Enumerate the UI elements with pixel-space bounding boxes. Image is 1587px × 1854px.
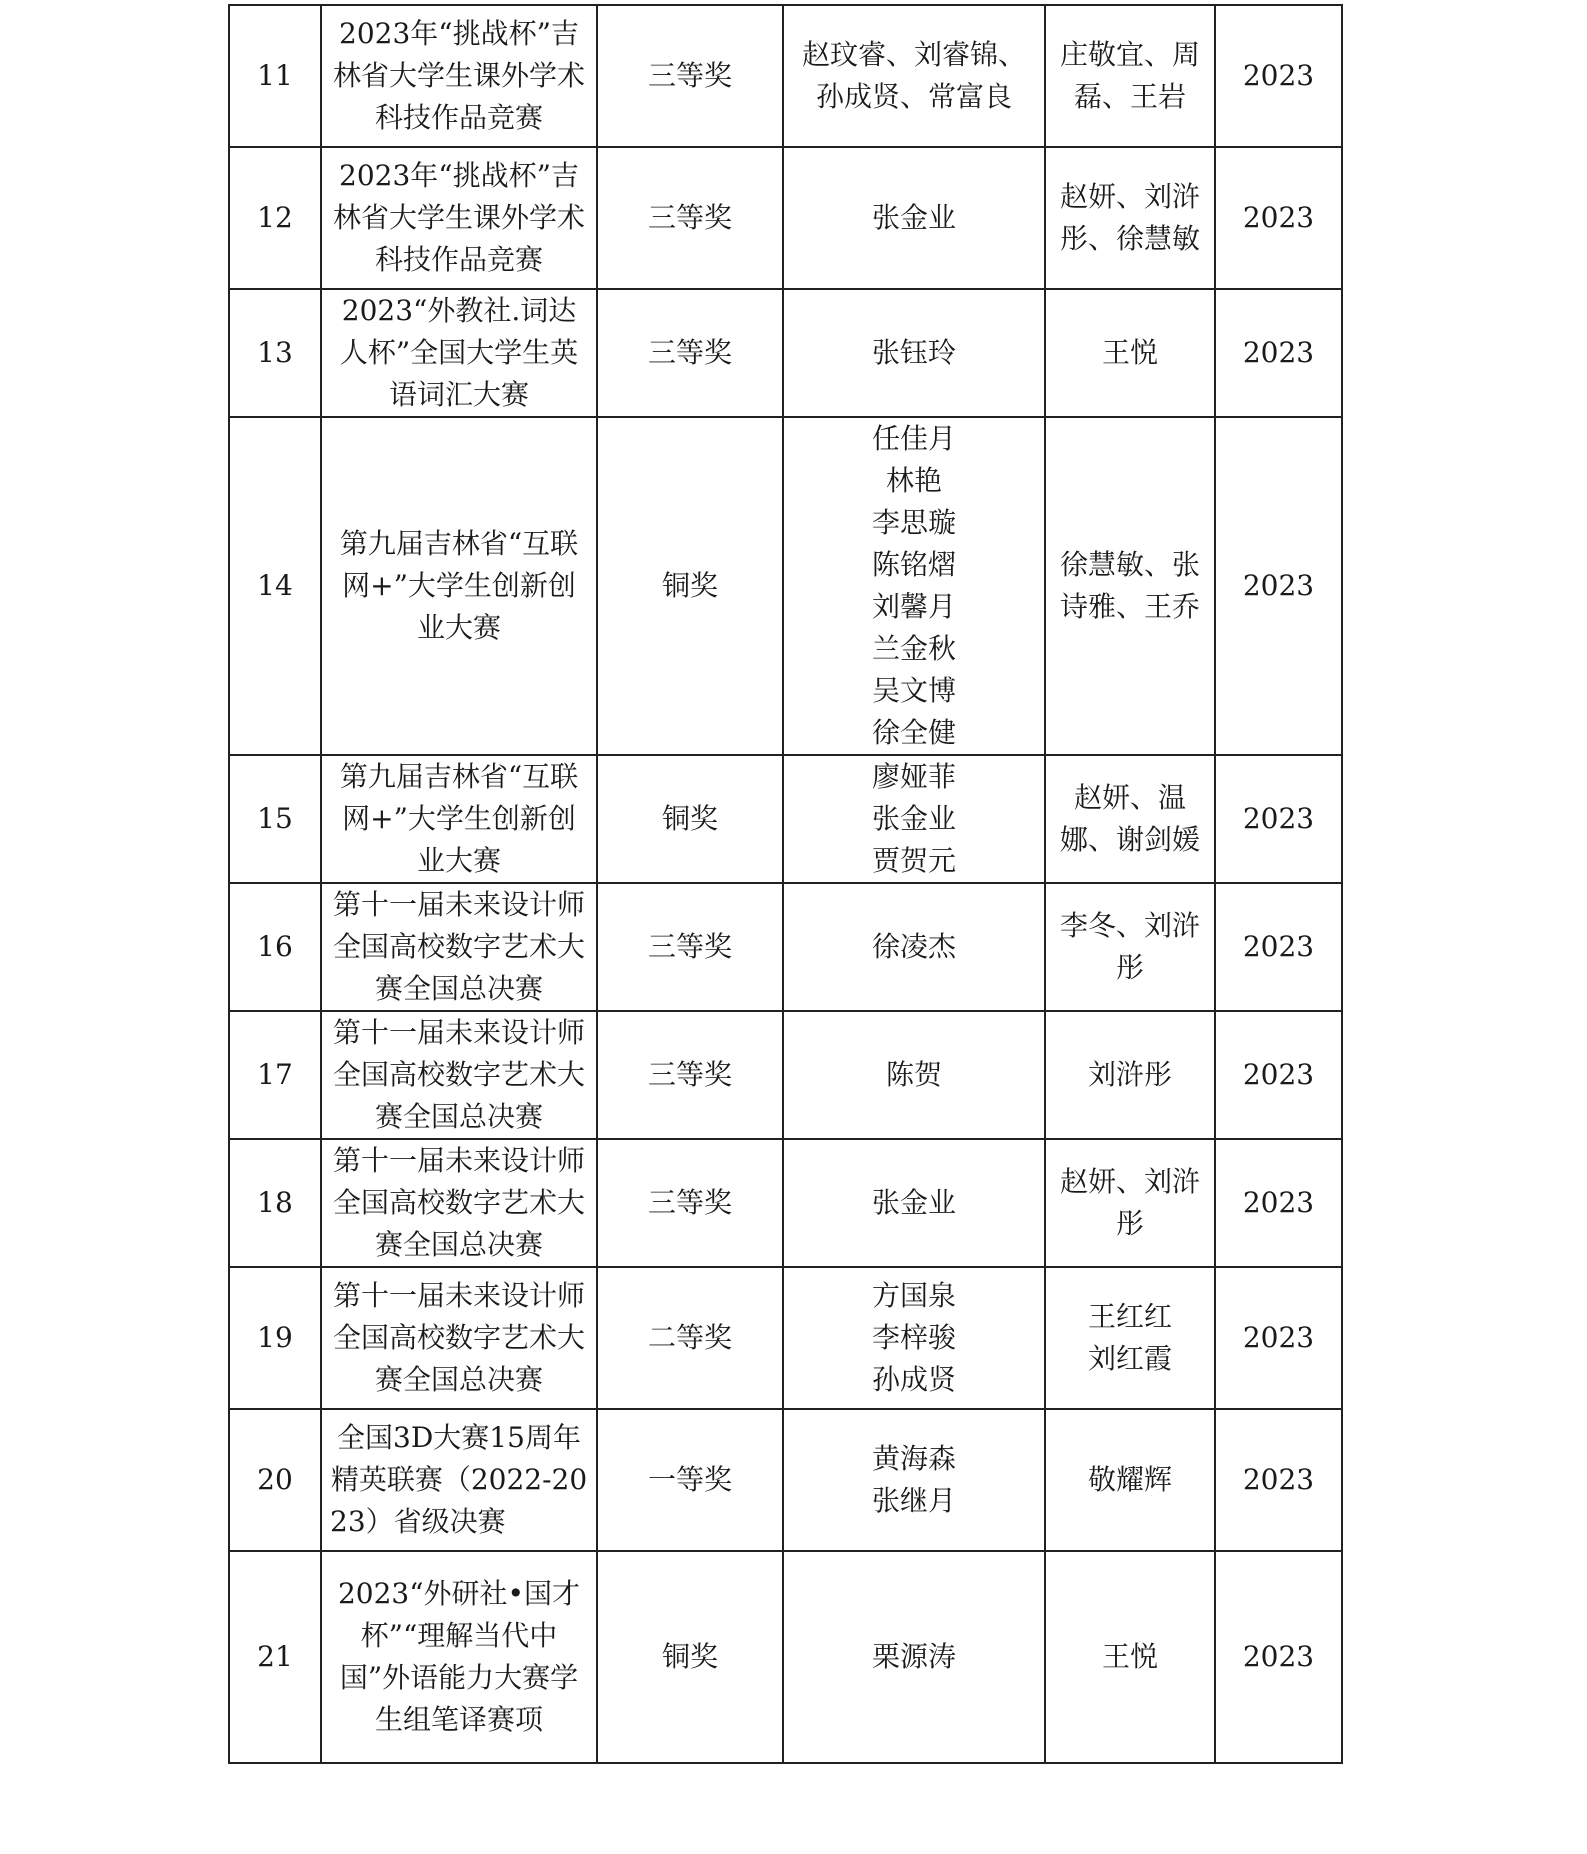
- cell-competition: 2023年“挑战杯”吉林省大学生课外学术科技作品竞赛: [321, 147, 597, 289]
- cell-teachers: 赵妍、温娜、谢剑媛: [1045, 755, 1215, 883]
- cell-students: 栗源涛: [783, 1551, 1045, 1763]
- cell-competition: 2023年“挑战杯”吉林省大学生课外学术科技作品竞赛: [321, 5, 597, 147]
- cell-no: 20: [229, 1409, 321, 1551]
- cell-award: 三等奖: [597, 1011, 783, 1139]
- cell-teachers: 徐慧敏、张诗雅、王乔: [1045, 417, 1215, 755]
- cell-no: 19: [229, 1267, 321, 1409]
- cell-competition: 第十一届未来设计师全国高校数字艺术大赛全国总决赛: [321, 1011, 597, 1139]
- cell-teachers: 王红红 刘红霞: [1045, 1267, 1215, 1409]
- cell-competition: 全国3D大赛15周年精英联赛（2022-2023）省级决赛: [321, 1409, 597, 1551]
- cell-year: 2023: [1215, 1409, 1342, 1551]
- cell-students: 廖娅菲 张金业 贾贺元: [783, 755, 1045, 883]
- cell-award: 三等奖: [597, 883, 783, 1011]
- cell-award: 三等奖: [597, 1139, 783, 1267]
- table-row: [229, 289, 1342, 417]
- table-row: [229, 1011, 1342, 1139]
- cell-award: 铜奖: [597, 755, 783, 883]
- cell-year: 2023: [1215, 1551, 1342, 1763]
- cell-no: 16: [229, 883, 321, 1011]
- cell-no: 15: [229, 755, 321, 883]
- cell-no: 17: [229, 1011, 321, 1139]
- cell-year: 2023: [1215, 289, 1342, 417]
- cell-students: 徐凌杰: [783, 883, 1045, 1011]
- cell-year: 2023: [1215, 417, 1342, 755]
- table-row: [229, 1139, 1342, 1267]
- cell-teachers: 李冬、刘浒彤: [1045, 883, 1215, 1011]
- cell-award: 三等奖: [597, 5, 783, 147]
- cell-year: 2023: [1215, 5, 1342, 147]
- cell-no: 11: [229, 5, 321, 147]
- cell-competition: 第九届吉林省“互联网+”大学生创新创业大赛: [321, 755, 597, 883]
- cell-students: 赵玟睿、刘睿锦、孙成贤、常富良: [783, 5, 1045, 147]
- cell-year: 2023: [1215, 755, 1342, 883]
- table-row: [229, 5, 1342, 147]
- cell-award: 三等奖: [597, 289, 783, 417]
- cell-teachers: 赵妍、刘浒彤、徐慧敏: [1045, 147, 1215, 289]
- cell-teachers: 王悦: [1045, 289, 1215, 417]
- cell-award: 铜奖: [597, 1551, 783, 1763]
- cell-students: 黄海森 张继月: [783, 1409, 1045, 1551]
- cell-teachers: 王悦: [1045, 1551, 1215, 1763]
- cell-students: 任佳月 林艳 李思璇 陈铭熠 刘馨月 兰金秋 吴文博 徐全健: [783, 417, 1045, 755]
- cell-students: 张金业: [783, 1139, 1045, 1267]
- cell-competition: 第九届吉林省“互联网+”大学生创新创业大赛: [321, 417, 597, 755]
- table-row: [229, 755, 1342, 883]
- cell-teachers: 赵妍、刘浒彤: [1045, 1139, 1215, 1267]
- table-row: [229, 1409, 1342, 1551]
- cell-teachers: 敬耀辉: [1045, 1409, 1215, 1551]
- cell-award: 三等奖: [597, 147, 783, 289]
- cell-no: 18: [229, 1139, 321, 1267]
- cell-year: 2023: [1215, 1139, 1342, 1267]
- cell-students: 张钰玲: [783, 289, 1045, 417]
- table-row: [229, 147, 1342, 289]
- cell-year: 2023: [1215, 1267, 1342, 1409]
- cell-competition: 第十一届未来设计师全国高校数字艺术大赛全国总决赛: [321, 1139, 597, 1267]
- cell-year: 2023: [1215, 883, 1342, 1011]
- cell-competition: 2023“外教社.词达人杯”全国大学生英语词汇大赛: [321, 289, 597, 417]
- cell-year: 2023: [1215, 147, 1342, 289]
- cell-no: 13: [229, 289, 321, 417]
- cell-competition: 2023“外研社•国才杯”“理解当代中国”外语能力大赛学生组笔译赛项: [321, 1551, 597, 1763]
- cell-students: 陈贺: [783, 1011, 1045, 1139]
- cell-students: 方国泉 李梓骏 孙成贤: [783, 1267, 1045, 1409]
- cell-teachers: 庄敬宜、周磊、王岩: [1045, 5, 1215, 147]
- cell-award: 一等奖: [597, 1409, 783, 1551]
- cell-year: 2023: [1215, 1011, 1342, 1139]
- cell-award: 二等奖: [597, 1267, 783, 1409]
- cell-students: 张金业: [783, 147, 1045, 289]
- table-row: [229, 1267, 1342, 1409]
- cell-no: 14: [229, 417, 321, 755]
- cell-no: 12: [229, 147, 321, 289]
- table-row: [229, 883, 1342, 1011]
- cell-competition: 第十一届未来设计师全国高校数字艺术大赛全国总决赛: [321, 883, 597, 1011]
- table-row: [229, 417, 1342, 755]
- cell-no: 21: [229, 1551, 321, 1763]
- awards-table: [228, 4, 1343, 1764]
- cell-teachers: 刘浒彤: [1045, 1011, 1215, 1139]
- table-row: [229, 1551, 1342, 1763]
- cell-award: 铜奖: [597, 417, 783, 755]
- cell-competition: 第十一届未来设计师全国高校数字艺术大赛全国总决赛: [321, 1267, 597, 1409]
